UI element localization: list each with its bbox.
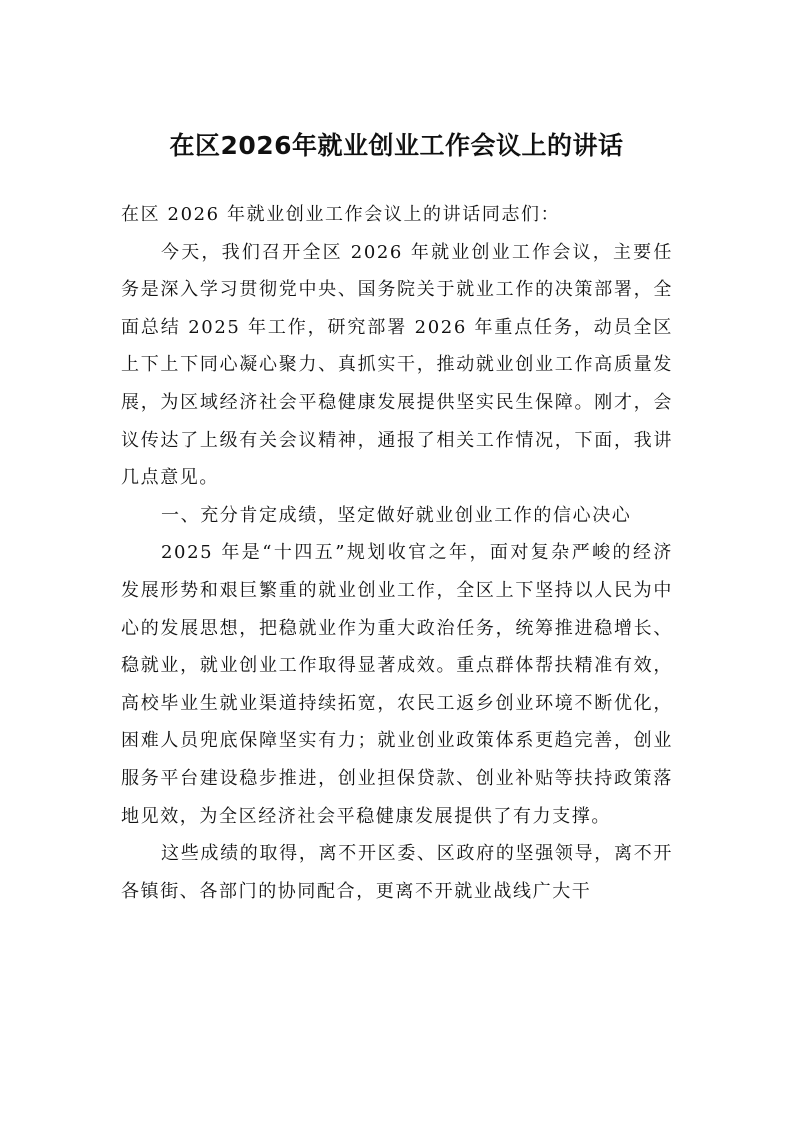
document-title: 在区2026年就业创业工作会议上的讲话	[169, 131, 624, 160]
section-heading: 一、充分肯定成绩，坚定做好就业创业工作的信心决心	[161, 504, 632, 526]
acknowledgement-paragraph: 这些成绩的取得，离不开区委、区政府的坚强领导，离不开各镇街、各部门的协同配合，更离不开就业战线广大干	[121, 843, 673, 902]
salutation-paragraph: 在区 2026 年就业创业工作会议上的讲话同志们：	[121, 204, 561, 225]
achievements-paragraph: 2025 年是“十四五”规划收官之年，面对复杂严峻的经济发展形势和艰巨繁重的就业创业工作，全区上下坚持以人民为中心的发展思想，把稳就业作为重大政治任务，统筹推进稳增长、稳就业，就业创业工作取得显著成效。重点群体帮扶精准有效，高校毕业生就业渠道持续拓宽，农民工返乡创业环境不断优化，困难人员兜底保障坚实有力；就业创业政策体系更趋完善，创业服务平台建设稳步推进，创业担保贷款、创业补贴等扶持政策落地见效，为全区经济社会平稳健康发展提供了有力支撑。	[121, 542, 673, 827]
opening-paragraph: 今天，我们召开全区 2026 年就业创业工作会议，主要任务是深入学习贯彻党中央、国务院关于就业工作的决策部署，全面总结 2025 年工作，研究部署 2026 年重点任务，动员全区上下上下同心凝心聚力、真抓实干，推动就业创业工作高质量发展，为区域经济社会平稳健康发展提供坚实民生保障。刚才，会议传达了上级有关会议精神，通报了相关工作情况，下面，我讲几点意见。	[121, 241, 673, 489]
document-body	[121, 196, 673, 910]
